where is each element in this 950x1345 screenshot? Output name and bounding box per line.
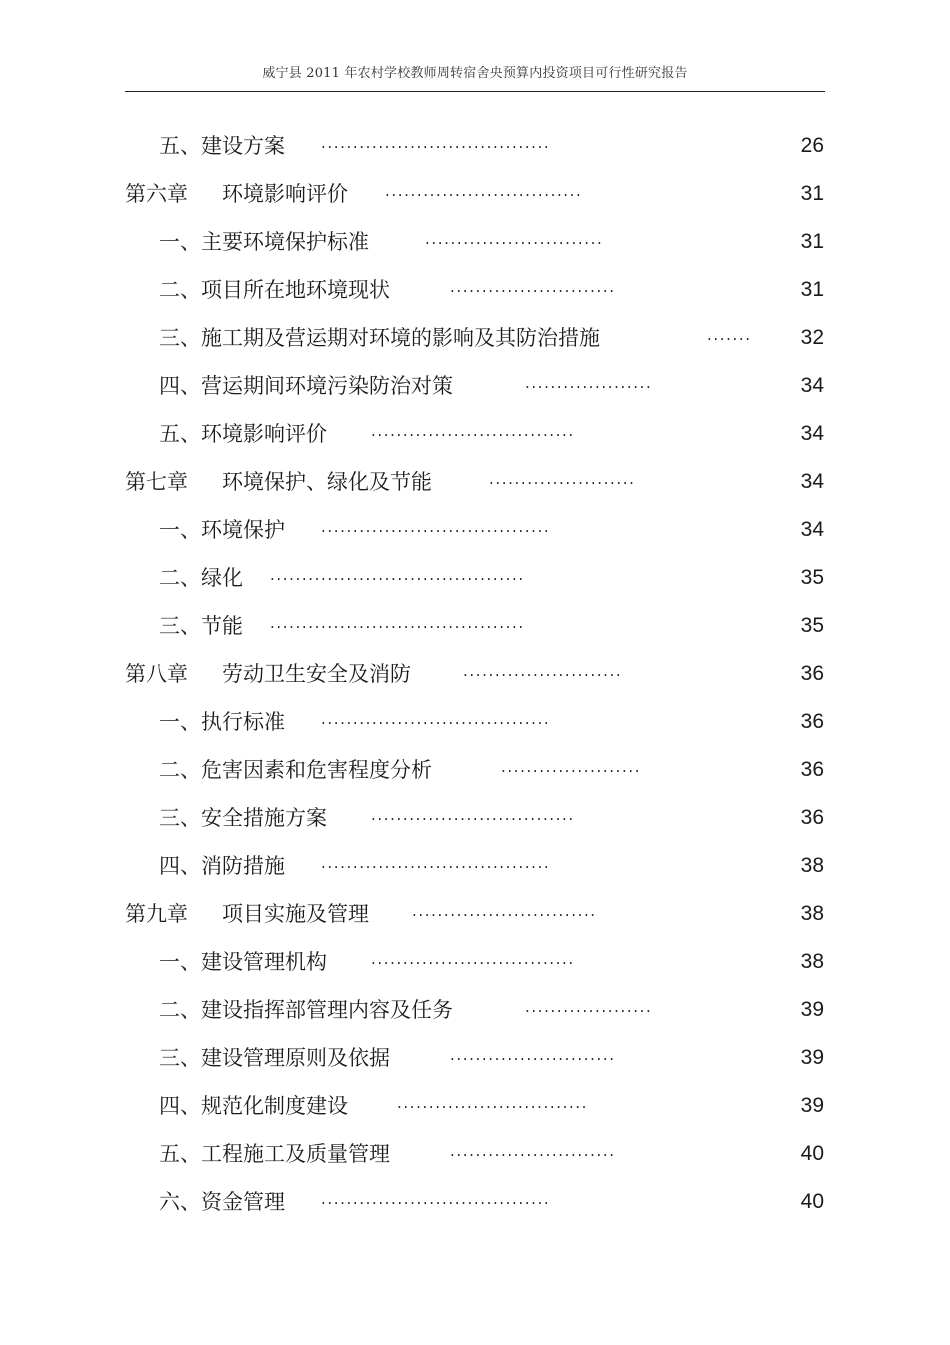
toc-entry-label: 三、建设管理原则及依据 (159, 1046, 390, 1070)
toc-section-entry[interactable] (125, 842, 825, 890)
toc-section-entry[interactable] (125, 602, 825, 650)
toc-entry-label: 一、建设管理机构 (159, 950, 327, 974)
toc-entry-label: 五、环境影响评价 (159, 422, 327, 446)
leader-dots: .................................... (321, 710, 551, 728)
toc-section-entry[interactable] (125, 746, 825, 794)
page-number: 38 (800, 950, 824, 973)
leader-dots: ....... (707, 326, 752, 344)
toc-chapter-entry[interactable] (125, 890, 825, 938)
page-number: 34 (800, 470, 824, 493)
page-number: 40 (800, 1190, 824, 1213)
leader-dots: .................... (525, 998, 653, 1016)
leader-dots: ............................. (412, 902, 597, 920)
page-number: 34 (800, 422, 824, 445)
leader-dots: ........................................ (270, 614, 525, 632)
leader-dots: ........................................ (270, 566, 525, 584)
toc-section-entry[interactable] (125, 314, 825, 362)
page-number: 40 (800, 1142, 824, 1165)
leader-dots: .................................... (321, 134, 551, 152)
leader-dots: .................................... (321, 518, 551, 536)
toc-entry-label: 一、环境保护 (159, 518, 285, 542)
toc-entry-label: 四、营运期间环境污染防治对策 (159, 374, 453, 398)
toc-entry-label: 四、消防措施 (159, 854, 285, 878)
leader-dots: ................................ (371, 422, 575, 440)
toc-section-entry[interactable] (125, 986, 825, 1034)
page-number: 35 (800, 614, 824, 637)
toc-entry-label: 四、规范化制度建设 (159, 1094, 348, 1118)
toc-entry-label: 一、主要环境保护标准 (159, 230, 369, 254)
running-header: 威宁县 2011 年农村学校教师周转宿舍央预算内投资项目可行性研究报告 (262, 66, 688, 81)
leader-dots: ................................ (371, 950, 575, 968)
leader-dots: ...................... (501, 758, 642, 776)
leader-dots: .......................... (450, 278, 616, 296)
toc-section-entry[interactable] (125, 1082, 825, 1130)
toc-section-entry[interactable] (125, 1178, 825, 1226)
leader-dots: ............................ (425, 230, 604, 248)
page-number: 39 (800, 1094, 824, 1117)
page-number: 36 (800, 710, 824, 733)
chapter-title: 劳动卫生安全及消防 (222, 662, 411, 686)
page-number: 38 (800, 902, 824, 925)
leader-dots: ................................ (371, 806, 575, 824)
chapter-number: 第八章 (125, 662, 188, 686)
toc-section-entry[interactable] (125, 794, 825, 842)
chapter-title: 环境影响评价 (222, 182, 348, 206)
table-of-contents (125, 122, 825, 1226)
header-rule (125, 91, 825, 92)
page-number: 39 (800, 1046, 824, 1069)
leader-dots: ......................... (463, 662, 623, 680)
leader-dots: .................... (525, 374, 653, 392)
toc-section-entry[interactable] (125, 410, 825, 458)
page-number: 36 (800, 662, 824, 685)
toc-entry-label: 六、资金管理 (159, 1190, 285, 1214)
toc-entry-label: 一、执行标准 (159, 710, 285, 734)
toc-chapter-entry[interactable] (125, 458, 825, 506)
chapter-number: 第七章 (125, 470, 188, 494)
toc-section-entry[interactable] (125, 938, 825, 986)
toc-entry-label (125, 170, 348, 218)
toc-section-entry[interactable] (125, 122, 825, 170)
toc-entry-label: 二、项目所在地环境现状 (159, 278, 390, 302)
toc-section-entry[interactable] (125, 1130, 825, 1178)
toc-entry-label: 三、节能 (159, 614, 243, 638)
toc-entry-label (125, 650, 411, 698)
page-number: 35 (800, 566, 824, 589)
leader-dots: .............................. (397, 1094, 589, 1112)
page-number: 31 (800, 278, 824, 301)
page-number: 36 (800, 758, 824, 781)
toc-entry-label: 五、建设方案 (159, 134, 285, 158)
page-number: 34 (800, 518, 824, 541)
leader-dots: .................................... (321, 854, 551, 872)
page-number: 34 (800, 374, 824, 397)
toc-entry-label: 二、绿化 (159, 566, 243, 590)
toc-chapter-entry[interactable] (125, 170, 825, 218)
toc-entry-label (125, 890, 369, 938)
toc-section-entry[interactable] (125, 218, 825, 266)
leader-dots: ....................... (489, 470, 636, 488)
chapter-number: 第六章 (125, 182, 188, 206)
chapter-number: 第九章 (125, 902, 188, 926)
toc-entry-label (125, 458, 432, 506)
toc-chapter-entry[interactable] (125, 650, 825, 698)
page-number: 38 (800, 854, 824, 877)
leader-dots: .......................... (450, 1046, 616, 1064)
chapter-title: 项目实施及管理 (222, 902, 369, 926)
toc-section-entry[interactable] (125, 266, 825, 314)
toc-section-entry[interactable] (125, 362, 825, 410)
toc-section-entry[interactable] (125, 506, 825, 554)
toc-entry-label: 二、建设指挥部管理内容及任务 (159, 998, 453, 1022)
toc-section-entry[interactable] (125, 1034, 825, 1082)
toc-entry-label: 二、危害因素和危害程度分析 (159, 758, 432, 782)
toc-entry-label: 三、施工期及营运期对环境的影响及其防治措施 (159, 326, 600, 350)
page-number: 31 (800, 182, 824, 205)
toc-section-entry[interactable] (125, 554, 825, 602)
page-number: 31 (800, 230, 824, 253)
chapter-title: 环境保护、绿化及节能 (222, 470, 432, 494)
leader-dots: .................................... (321, 1190, 551, 1208)
page-number: 39 (800, 998, 824, 1021)
page-number: 32 (800, 326, 824, 349)
page-number: 26 (800, 134, 824, 157)
toc-section-entry[interactable] (125, 698, 825, 746)
page-number: 36 (800, 806, 824, 829)
toc-entry-label: 五、工程施工及质量管理 (159, 1142, 390, 1166)
leader-dots: .......................... (450, 1142, 616, 1160)
leader-dots: ............................... (385, 182, 583, 200)
toc-entry-label: 三、安全措施方案 (159, 806, 327, 830)
